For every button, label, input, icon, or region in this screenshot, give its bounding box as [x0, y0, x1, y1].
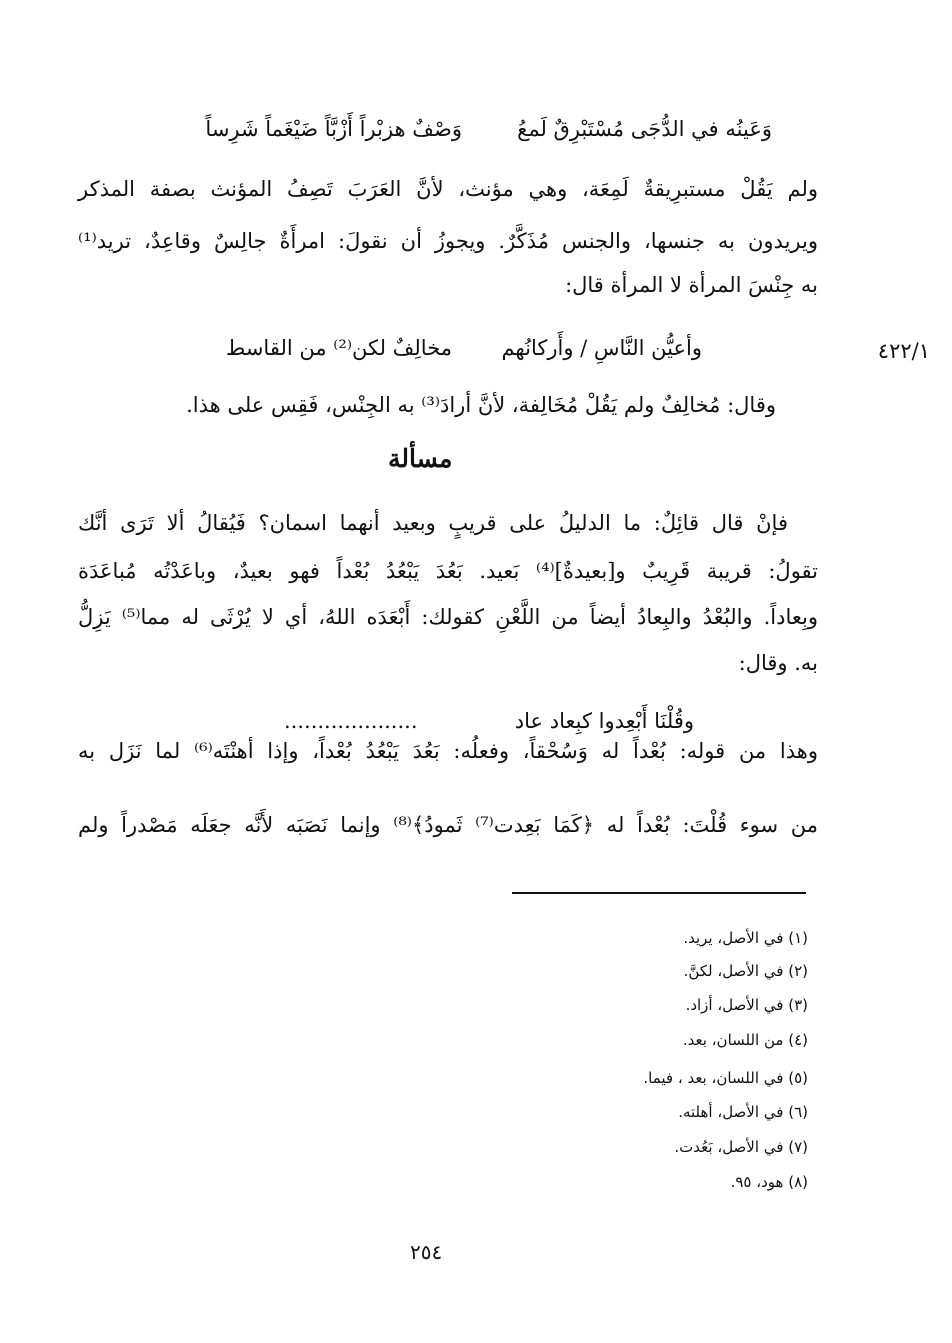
para3-line-4: به. وقال: — [738, 651, 818, 675]
footnote-4: (٤) من اللسان، بعد. — [682, 1031, 808, 1049]
footnote-1: (١) في الأصل، يريد. — [683, 929, 808, 947]
verse1-left-hemistich: وَعَينُه في الدُّجَى مُسْتَبْرِقٌ لَمعُ — [517, 117, 772, 141]
para3-line-1: فإنْ قال قائِلٌ: ما الدليلُ على قريبٍ وبعيد أنهما اسمان؟ فَيُقالُ ألا تَرَى أنَّك — [78, 511, 788, 535]
section-heading: مسألة — [388, 444, 453, 473]
verse3-right-hemistich: وقُلْنَا أَبْعِدوا كبِعاد عاد — [514, 709, 694, 733]
verse2-left-hemistich: مخالِفٌ لكن⁽²⁾ من القاسط — [225, 336, 452, 360]
para1-line-1: ولم يَقُلْ مستبرِيقةٌ لَمِعَة، وهي مؤنث، لأنَّ العَرَبَ تَصِفُ المؤنث بصفة المذكر — [78, 177, 818, 201]
para1-line-3: به جِنْسَ المرأة لا المرأة قال: — [565, 273, 818, 297]
verse3-left-hemistich: .................... — [284, 709, 418, 733]
para3-line-3: وبِعاداً. والبُعْدُ والبِعادُ أيضاً من اللَّعْنِ كقولك: أَبْعَدَه اللهُ، أي لا يُرْثَى له مما⁽⁵⁾ يَزِلُّ — [78, 605, 818, 629]
para3-line-2: تقولُ: قريبة قَرِيبٌ و[بعيدةٌ]⁽⁴⁾ بَعيد. بَعُدَ يَبْعُدُ بُعْداً فهو بعيدٌ، وباعَدْتُه مُباعَدَة — [78, 559, 819, 583]
para4-line-2: من سوء قُلْتَ: بُعْداً له ﴿كَمَا بَعِدت⁽⁷⁾ ثَمودُ﴾⁽⁸⁾ وإنما نَصَبَه لأَنَّه جعَلَه مَصْدراً ولم — [78, 813, 818, 837]
footnote-6: (٦) في الأصل، أهلته. — [678, 1103, 808, 1121]
footnote-2: (٢) في الأصل، لكنَّ. — [683, 962, 808, 980]
footnote-8: (٨) هود، ٩٥. — [730, 1173, 808, 1191]
footnote-7: (٧) في الأصل، بَعُدت. — [674, 1138, 808, 1156]
verse2-right-hemistich: وأعيُّن النَّاسِ / وأَركانُهم — [501, 336, 702, 360]
footnote-separator — [512, 892, 806, 894]
margin-page-reference: ٤٢٢/١ — [877, 339, 930, 363]
para1-line-2: ويريدون به جنسها، والجنس مُذَكَّرٌ. ويجوزُ أن نقولَ: امرأَةٌ جالِسٌ وقاعِدٌ، تريد⁽¹⁾ — [78, 229, 818, 253]
footnote-3: (٣) في الأصل، أزاد. — [685, 996, 808, 1014]
verse1-right-hemistich: وَصْفٌ هزبْراً أَزْبَّاً ضَيْغَماً شَرِساً — [205, 117, 462, 141]
para4-line-1: وهذا من قوله: بُعْداً له وَسُحْقاً، وفعلُه: بَعُدَ يَبْعُدُ بُعْداً، وإذا أهنْتَه⁽⁶⁾ لما نَزَل به — [78, 739, 818, 763]
page-number: ٢٥٤ — [410, 1240, 443, 1264]
para2-line: وقال: مُخالِفٌ ولم يَقُلْ مُخَالِفة، لأنَّ أرادَ⁽³⁾ به الجِنْس، فَقِس على هذا. — [186, 393, 776, 417]
footnote-5: (٥) في اللسان، بعد ، فيما. — [643, 1069, 808, 1087]
